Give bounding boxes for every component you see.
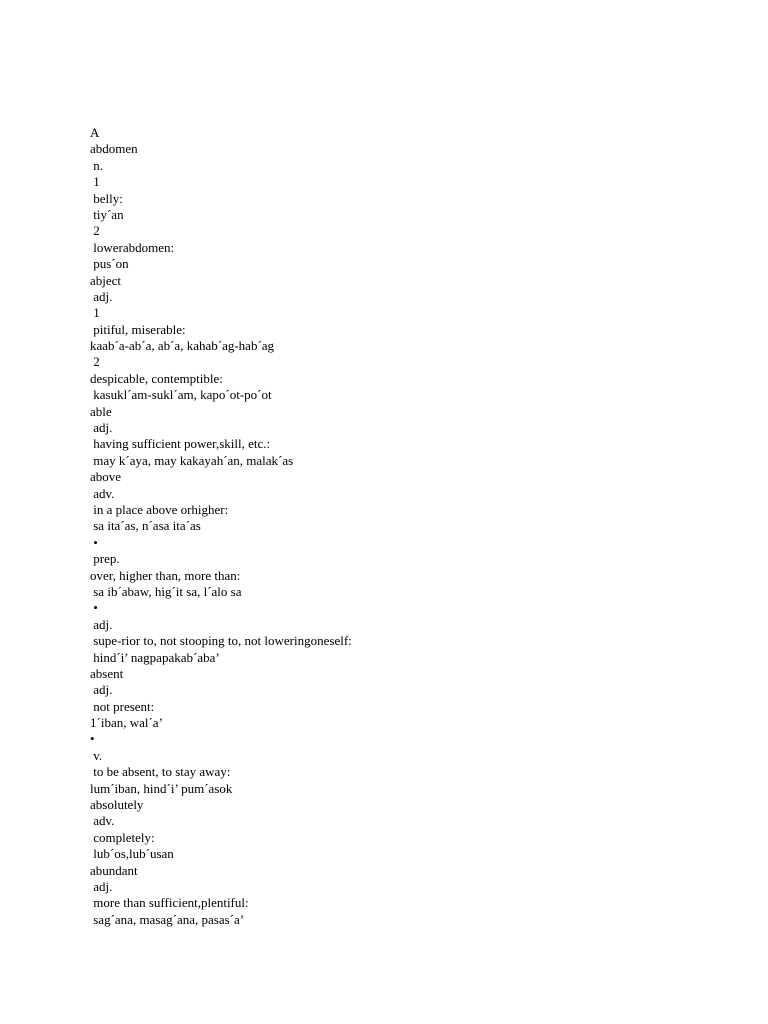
definition: over, higher than, more than: [90, 567, 241, 583]
definition: more than sufficient,plentiful: [90, 895, 249, 911]
translation: sa ita´as, n´asa ita´as [90, 518, 201, 534]
bullet: • [90, 534, 98, 550]
section-letter: A [90, 125, 100, 140]
translation: tiy´an [90, 206, 124, 222]
definition: belly: [90, 190, 123, 206]
headword-abundant: abundant [90, 862, 138, 878]
definition: completely: [90, 829, 155, 845]
definition: having sufficient power,skill, etc.: [90, 436, 271, 452]
headword-absent: absent [90, 665, 124, 681]
part-of-speech: adv. [90, 813, 115, 829]
translation: sag´ana, masag´ana, pasas´a’ [90, 911, 245, 927]
translation: hind´i’ nagpapakab´aba’ [90, 649, 220, 665]
part-of-speech: adv. [90, 485, 115, 501]
sense-number: 2 [90, 223, 100, 239]
dictionary-page [90, 125, 730, 928]
definition: in a place above orhigher: [90, 501, 229, 517]
definition: lowerabdomen: [90, 239, 175, 255]
definition: despicable, contemptible: [90, 370, 223, 386]
translation: sa ib´abaw, hig´it sa, l´alo sa [90, 583, 242, 599]
bullet: • [90, 600, 98, 616]
headword-above: above [90, 469, 122, 485]
part-of-speech: adj. [90, 616, 113, 632]
definition: supe-rior to, not stooping to, not loweringoneself: [90, 633, 352, 649]
sense-number: 1 [90, 305, 100, 321]
translation: lum´iban, hind´i’ pum´asok [90, 780, 233, 796]
bullet: • [90, 731, 95, 747]
headword-absolutely: absolutely [90, 797, 144, 813]
translation: pus´on [90, 256, 129, 272]
part-of-speech: adj. [90, 288, 113, 304]
part-of-speech: n. [90, 157, 103, 173]
part-of-speech: adj. [90, 878, 113, 894]
part-of-speech: adj. [90, 682, 113, 698]
translation: 1´iban, wal´a’ [90, 715, 163, 731]
translation: lub´os,lub´usan [90, 846, 174, 862]
sense-number: 1 [90, 174, 100, 190]
part-of-speech: v. [90, 747, 103, 763]
part-of-speech: prep. [90, 551, 120, 567]
headword-able: able [90, 403, 112, 419]
part-of-speech: adj. [90, 420, 113, 436]
sense-number: 2 [90, 354, 100, 370]
headword-abject: abject [90, 272, 122, 288]
translation: kasukl´am-sukl´am, kapo´ot-po´ot [90, 387, 272, 403]
definition: not present: [90, 698, 155, 714]
translation: kaab´a-ab´a, ab´a, kahab´ag-hab´ag [90, 338, 275, 354]
definition: to be absent, to stay away: [90, 764, 231, 780]
definition: pitiful, miserable: [90, 321, 186, 337]
headword-abdomen: abdomen [90, 141, 138, 157]
translation: may k´aya, may kakayah´an, malak´as [90, 452, 294, 468]
